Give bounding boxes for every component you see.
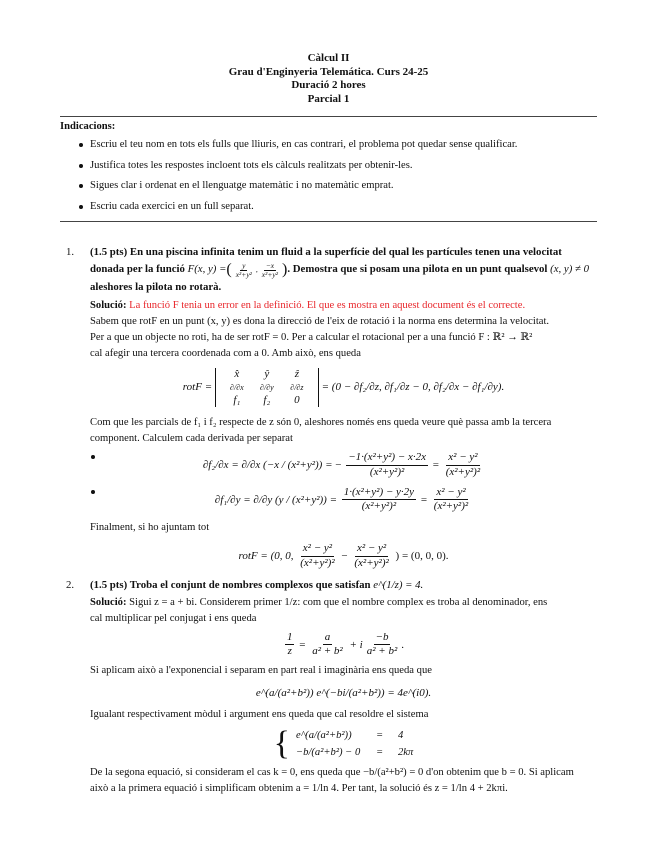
statement-text: . Demostra que si posam una pilota en un (287, 263, 478, 275)
final-curl-equation (60, 542, 597, 571)
numerator: y (242, 260, 246, 270)
denominator: (x²+y²)² (361, 500, 397, 513)
statement-text: Troba el conjunt de nombres complexos que satisfan (129, 578, 371, 591)
denominator: z (287, 645, 292, 658)
det-entry: 0 (294, 394, 300, 407)
operator: − (341, 549, 348, 562)
duration: Duració 2 hores (291, 79, 366, 91)
text-line: això a la primera equació i simplificam obtenim a = 1/ln 4. Per tant, la solució és z = 1/ln 4 + 2kπi. (90, 783, 508, 795)
system-row (296, 727, 413, 744)
statement-text: velocitat donada per la funció (90, 246, 562, 275)
instruction-item: Escriu el teu nom en tots els fulls que lliuris, en cas contrari, el problema pot quedar sense qualificar. (90, 139, 518, 150)
exam-title: Parcial 1 (307, 92, 350, 105)
system-lhs: −b/(a²+b²) − 0 (296, 747, 361, 759)
system-rhs: 4 (398, 730, 404, 742)
equation-lhs: rotF = (182, 381, 213, 394)
divider (60, 221, 597, 222)
solution-label: Solució: (90, 300, 127, 312)
equation-lhs: ∂f₁/∂y = ∂/∂y (y / (x²+y²)) = (214, 493, 338, 506)
statement-text: punt qualsevol (479, 263, 548, 275)
instruction-row (60, 156, 597, 177)
problem1-statement: 1. (1.5 pts) En una piscina infinita tenim un fluid a la superfície del qual les partícules tenen una velocitat donada per la funció F(x, y) =( $\frac{y}{\text{x²+y²}}$ , $\frac{-x}{\text{x²+y²}}$ ). Demostra que si posam una pilota en un punt qualsevol (x, y) ≠ 0 aleshores la pilota no rotarà. (66, 246, 590, 294)
numerator: x² − y² (434, 486, 467, 501)
text-line: Finalment, si ho ajuntam tot (90, 522, 210, 534)
numerator: 1 (285, 631, 295, 646)
instruction-item: Sigues clar i ordenat en el llenguatge matemàtic i no matemàtic emprat. (90, 180, 394, 191)
bullet-icon (79, 164, 83, 168)
text-line: component. Calculem cada derivada per separat (90, 433, 293, 445)
problem-number: 2. (66, 578, 75, 591)
solution-label: Solució: (90, 596, 127, 608)
denominator: a² + b² (366, 645, 398, 658)
det-entry: f₁ (233, 394, 241, 407)
det-entry: ∂/∂x (230, 383, 244, 393)
det-entry: ∂/∂z (290, 383, 304, 393)
equation-system (60, 727, 597, 761)
instruction-row (60, 197, 597, 218)
instruction-item: Escriu cada exercici en un full separat. (90, 200, 254, 212)
operator: + i (349, 638, 363, 651)
numerator: x² − y² (446, 451, 479, 466)
det-entry: f₂ (263, 394, 271, 407)
determinant (215, 368, 319, 407)
exponential-equation: e^(a/(a²+b²)) e^(−bi/(a²+b²)) = 4e^(i0). (255, 687, 432, 700)
operator: = (376, 747, 384, 759)
function-label: F(x, y) = (187, 263, 227, 275)
denominator: (x²+y²)² (445, 465, 481, 478)
numerator: a (323, 631, 333, 646)
brace-icon: { (273, 725, 290, 763)
math: e^(1/z) = 4. (373, 578, 424, 591)
det-entry: ŷ (264, 368, 270, 381)
course-title: Càlcul II (307, 52, 350, 64)
numerator: 1·(x²+y²) − y·2y (342, 486, 416, 501)
instruction-item: Justifica totes les respostes incloent tots els càlculs realitzats per obtenir-les. (90, 159, 413, 171)
denominator: x²+y² (261, 269, 279, 279)
bullet-icon (79, 184, 83, 188)
instructions-title: Indicacions: (60, 121, 116, 132)
denominator: (x²+y²)² (369, 465, 405, 478)
denominator: (x²+y²)² (433, 500, 469, 513)
problem-number: 1. (66, 246, 75, 258)
text-line: cal multiplicar pel conjugat i ens queda (90, 612, 257, 624)
text-line: cal afegir una tercera coordenada com a 0. Amb això, ens queda (90, 348, 361, 360)
denominator: (x²+y²)² (300, 556, 335, 569)
exam-page (60, 0, 597, 817)
det-entry: ẑ (294, 368, 300, 381)
statement-text: En una piscina infinita tenim un fluid a la superfície del qual les partícules tenen una (129, 246, 521, 258)
denominator: a² + b² (312, 645, 343, 658)
derivative-f2-x: ∂f₂/∂x = ∂/∂x (−x / (x²+y²)) = − $\frac{\text{−1·(x²+y²) − x·2x}}{\text{(x²+y²)²}}$ = $\frac{\text{x² − y²}}{\text{(x²+y²)²}}$ (60, 451, 597, 480)
det-entry: x̂ (234, 368, 240, 381)
math: (x, y) ≠ 0 (550, 263, 590, 275)
solution-erratum (60, 298, 597, 314)
system-rhs: 2kπ (398, 747, 414, 759)
numerator: x² − y² (355, 542, 388, 557)
equation-rhs: ) = (0, 0, 0). (395, 549, 449, 562)
points: (1.5 pts) (90, 578, 128, 591)
degree-title: Grau d'Enginyeria Telemática. Curs 24-25 (228, 65, 429, 78)
bullet-icon (79, 205, 83, 209)
text-line (60, 595, 597, 611)
curl-equation (60, 368, 597, 407)
instruction-row (60, 135, 597, 156)
denominator: x²+y² (235, 269, 252, 279)
equation-rhs: = (0 − ∂f₂/∂z, ∂f₁/∂z − 0, ∂f₂/∂x − ∂f₁/∂y). (321, 381, 505, 394)
equation-lhs: ∂f₂/∂x = ∂/∂x (−x / (x²+y²)) = (202, 458, 333, 471)
text-line: Si aplicam això a l'exponencial i separam en part real i imaginària ens queda que (90, 665, 432, 677)
derivative-f1-y: ∂f₁/∂y = ∂/∂y (y / (x²+y²)) = $\frac{\text{1·(x²+y²) − y·2y}}{\text{(x²+y²)²}}$ = $\frac{\text{x² − y²}}{\text{(x²+y²)²}}$ (60, 486, 597, 515)
text-line: Com que les parcials de f₁ i f₂ respecte de z són 0, aleshores només ens queda veure què passa amb la tercera (90, 417, 552, 429)
denominator: (x²+y²)² (354, 556, 389, 569)
points: (1.5 pts) (90, 246, 128, 258)
divider (60, 116, 597, 117)
system-lhs: e^(a/(a²+b²)) (296, 730, 352, 742)
instruction-row (60, 176, 597, 197)
text: Sigui z = a + bi. Considerem primer 1/z: com que el nombre complex es troba al denominador, ens (129, 596, 548, 608)
det-entry: ∂/∂y (260, 383, 274, 393)
system-row (296, 744, 413, 761)
system-rows (296, 727, 413, 761)
equation-lhs: rotF = (0, 0, (238, 549, 294, 562)
operator: = (376, 730, 384, 742)
reciprocal-equation: $\frac{1}{z}$ = $\frac{a}{\text{a² + b²}}$ + i $\frac{-b}{\text{a² + b²}}$ . (286, 630, 404, 658)
numerator: −b (374, 631, 391, 646)
bullet-icon (91, 455, 95, 459)
bullet-icon (91, 490, 95, 494)
text-line: Sabem que rotF en un punt (x, y) es dona la direcció de l'eix de rotació i la norma ens determina la velocitat. (90, 316, 550, 328)
bullet-icon (79, 143, 83, 147)
text-line: Igualant respectivament mòdul i argument ens queda que cal resoldre el sistema (90, 709, 429, 721)
numerator: x² − y² (301, 542, 334, 557)
text-line: De la segona equació, si consideram el cas k = 0, ens queda que −b/(a²+b²) = 0 d'on obtenim que b = 0. Si aplicam (90, 767, 574, 779)
numerator: −x (265, 260, 275, 270)
erratum-note: La funció F tenia un error en la definició. El que es mostra en aquest document és el correcte. (129, 300, 526, 312)
statement-text: aleshores la pilota no rotarà. (90, 281, 222, 294)
text-line: Per a que un objecte no roti, ha de ser rotF = 0. Per a calcular el rotacional per a una funció F : ℝ² → ℝ² (90, 332, 533, 344)
numerator: −1·(x²+y²) − x·2x (346, 451, 428, 466)
problem2-statement (60, 577, 597, 593)
